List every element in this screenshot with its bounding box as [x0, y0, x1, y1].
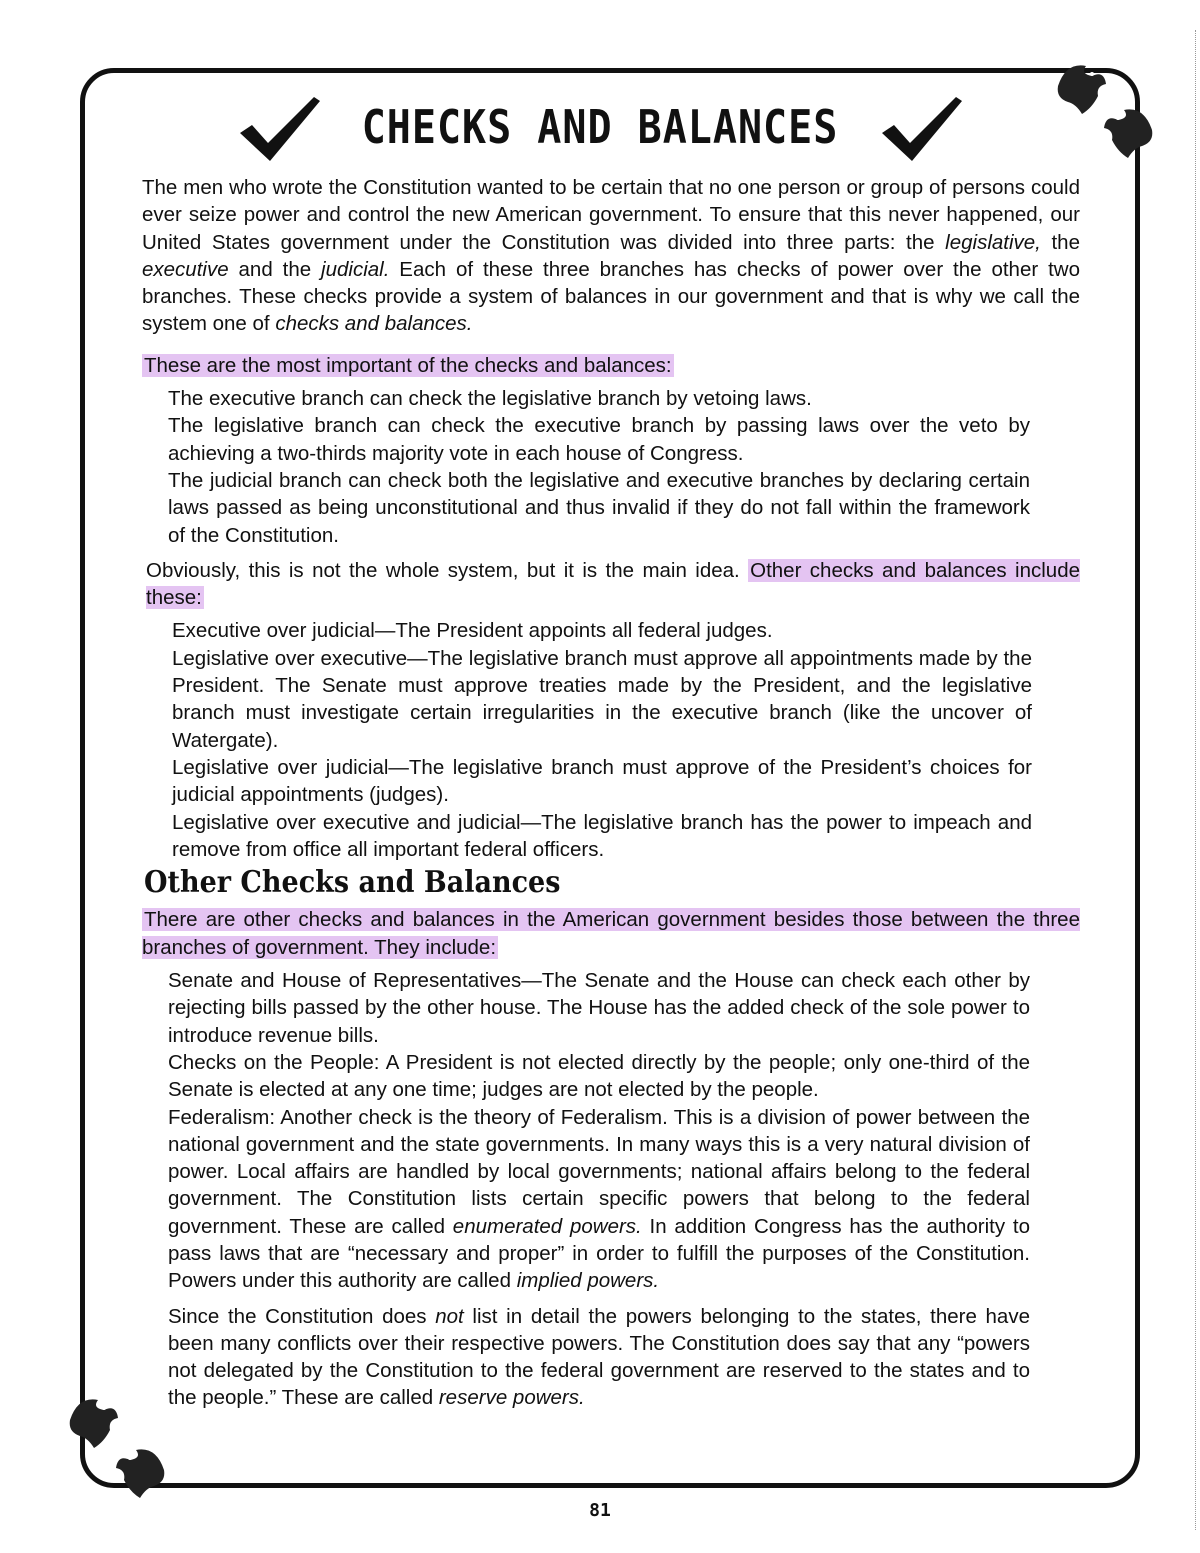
other-checks-list — [172, 617, 1032, 863]
extra-checks-list — [168, 967, 1030, 1412]
page-title: CHECKS AND BALANCES — [361, 101, 839, 155]
title-row — [0, 88, 1200, 168]
checkmark-icon — [878, 93, 964, 163]
obviously-paragraph: Obviously, this is not the whole system, but it is the main idea. Other checks and balances include these: — [146, 558, 1080, 610]
scan-edge-marks — [1193, 30, 1196, 1530]
list-item: The judicial branch can check both the legislative and executive branches by declaring certain laws passed as being unconstitutional and thus invalid if they do not fall within the framework of the Constitution. — [168, 468, 1030, 547]
other-checks-intro: There are other checks and balances in the American government besides those between the three branches of government. They include: — [142, 908, 1080, 959]
checkmark-icon — [236, 93, 322, 163]
list-item: Checks on the People: A President is not elected directly by the people; only one-third of the Senate is elected at any one time; judges are not elected by the people. — [168, 1050, 1030, 1102]
important-checks-list — [168, 385, 1030, 549]
list-item: Legislative over judicial—The legislative branch must approve of the President’s choices for judicial appointments (judges). — [172, 755, 1032, 807]
page-content — [142, 174, 1080, 1412]
intro-paragraph: The men who wrote the Constitution wanted to be certain that no one person or group of persons could ever seize power and control the new American government. To ensure that this never happened, our United States government under the Constitution was divided into three parts: the legislative, the executive and the judicial. Each of these three branches has checks of power over the other two branches. These checks provide a system of balances in our government and that is why we call the system one of checks and balances. — [142, 176, 1080, 336]
since-paragraph: Since the Constitution does not list in detail the powers belonging to the states, there have been many conflicts over their respective powers. The Constitution does say that any “powers not delegated by the Constitution to the federal government are reserved to the states and to the people.” These are called reserve powers. — [168, 1304, 1030, 1410]
list-item: The legislative branch can check the executive branch by passing laws over the veto by achieving a two-thirds majority vote in each house of Congress. — [168, 414, 1030, 465]
federalism-paragraph: Federalism: Another check is the theory of Federalism. This is a division of power between the national government and the state governments. In many ways this is a very natural division of power. Local affairs are handled by local governments; national affairs belong to the federal government. The Constitution lists certain specific powers that belong to the federal government. These are called enumerated powers. In addition Congress has the authority to pass laws that are “necessary and proper” in order to fulfill the purposes of the Constitution. Powers under this authority are called implied powers. — [168, 1105, 1030, 1293]
page-number: 81 — [589, 1500, 611, 1521]
important-checks-heading: These are the most important of the checks and balances: — [144, 353, 672, 377]
list-item: Senate and House of Representatives—The Senate and the House can check each other by rejecting bills passed by the other house. The House has the added check of the sole power to introduce revenue bills. — [168, 969, 1030, 1047]
list-item: Legislative over executive—The legislative branch must approve all appointments made by the President. The Senate must approve treaties made by the President, and the legislative branch must investigate certain irregularities in the executive branch (like the uncover of Watergate). — [172, 646, 1032, 752]
list-item: Executive over judicial—The President appoints all federal judges. — [172, 619, 773, 643]
list-item: The executive branch can check the legislative branch by vetoing laws. — [168, 387, 812, 411]
eagle-icon — [112, 1440, 170, 1502]
list-item: Legislative over executive and judicial—The legislative branch has the power to impeach and remove from office all important federal officers. — [172, 810, 1032, 861]
section-subheading: Other Checks and Balances — [144, 865, 561, 900]
